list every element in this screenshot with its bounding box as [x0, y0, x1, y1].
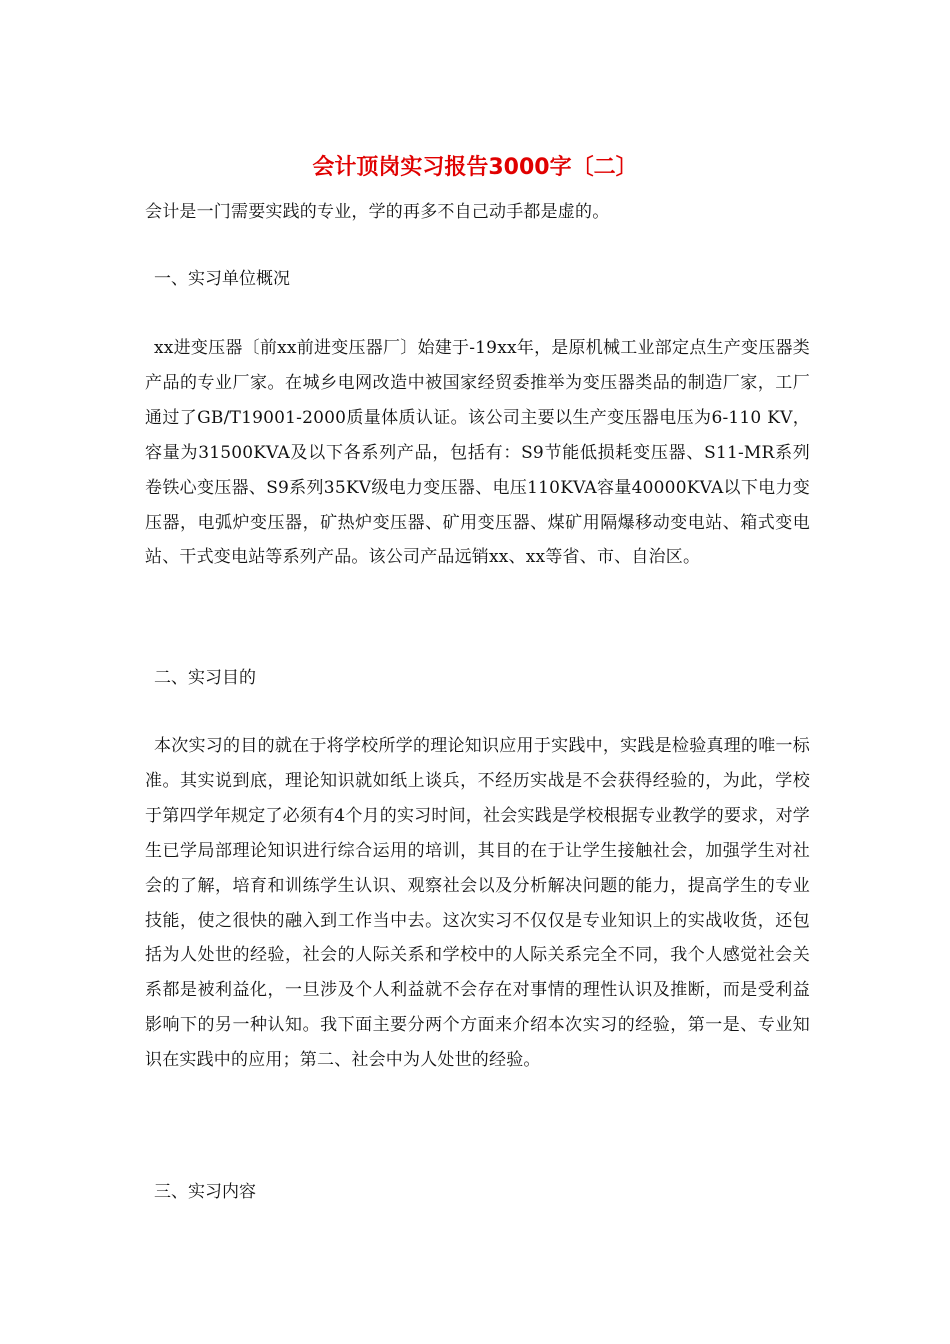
- section-heading-company-overview: 一、实习单位概况: [154, 269, 290, 289]
- internship-purpose-paragraph: 本次实习的目的就在于将学校所学的理论知识应用于实践中，实践是检验真理的唯一标准。其实说到底，理论知识就如纸上谈兵，不经历实战是不会获得经验的，为此，学校于第四学年规定了必须有4个月的实习时间，社会实践是学校根据专业教学的要求，对学生已学局部理论知识进行综合运用的培训，其目的在于让学生接触社会，加强学生对社会的了解，培育和训练学生认识、观察社会以及分析解决问题的能力，提高学生的专业技能，使之很快的融入到工作当中去。这次实习不仅仅是专业知识上的实战收货，还包括为人处世的经验，社会的人际关系和学校中的人际关系完全不同，我个人感觉社会关系都是被利益化，一旦涉及个人利益就不会存在对事情的理性认识及推断，而是受利益影响下的另一种认知。我下面主要分两个方面来介绍本次实习的经验，第一是、专业知识在实践中的应用；第二、社会中为人处世的经验。: [145, 736, 810, 1071]
- document-title: 会计顶岗实习报告3000字〔二〕: [312, 155, 638, 180]
- section-heading-internship-content: 三、实习内容: [154, 1182, 256, 1202]
- section-heading-internship-purpose: 二、实习目的: [154, 668, 256, 688]
- intro-paragraph: 会计是一门需要实践的专业，学的再多不自己动手都是虚的。: [145, 202, 610, 222]
- company-overview-paragraph: xx进变压器〔前xx前进变压器厂〕始建于-19xx年，是原机械工业部定点生产变压器类产品的专业厂家。在城乡电网改造中被国家经贸委推举为变压器类品的制造厂家，工厂通过了GB/T19001-2000质量体质认证。该公司主要以生产变压器电压为6-110 KV，容量为31500KVA及以下各系列产品，包括有：S9节能低损耗变压器、S11-MR系列卷铁心变压器、S9系列35KV级电力变压器、电压110KVA容量40000KVA以下电力变压器，电弧炉变压器，矿热炉变压器、矿用变压器、煤矿用隔爆移动变电站、箱式变电站、干式变电站等系列产品。该公司产品远销xx、xx等省、市、自治区。: [145, 338, 810, 568]
